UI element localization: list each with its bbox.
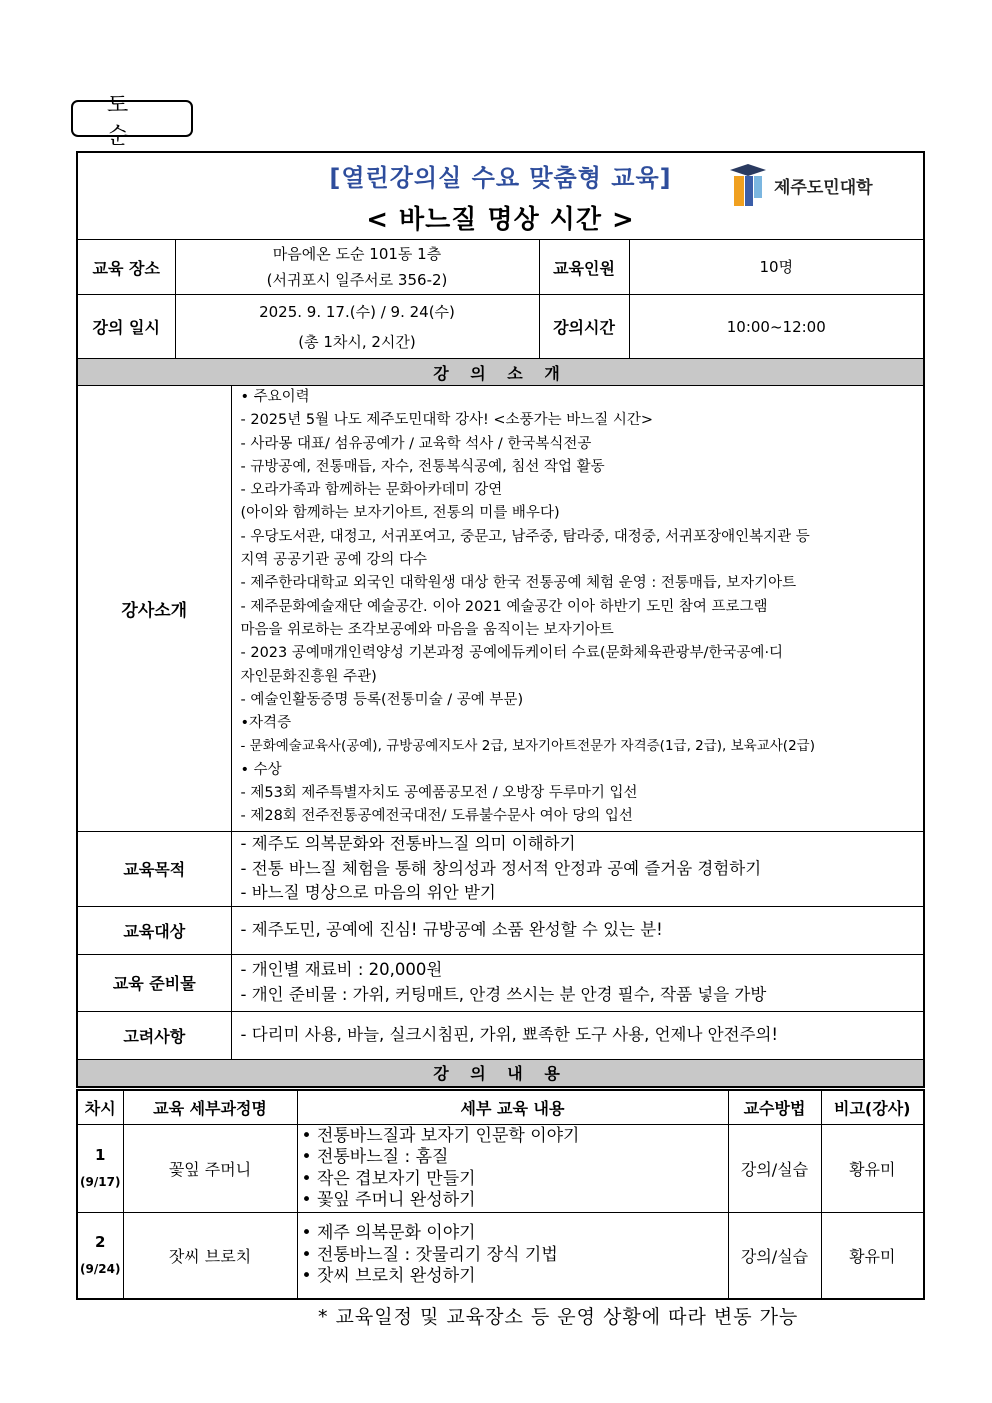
target-label: 교육대상: [77, 906, 231, 954]
instructor-line: 마음을 위로하는 조각보공예와 마음을 움직이는 보자기아트: [240, 621, 614, 638]
instructor-line: • 수상: [240, 761, 282, 778]
content-section-header: 강 의 내 용: [77, 1059, 924, 1087]
session-date: (9/17): [80, 1175, 121, 1189]
logo: [728, 162, 873, 208]
course-items: [297, 1213, 728, 1299]
capacity-value: 10명: [629, 240, 924, 295]
course-info-table: [76, 151, 925, 1088]
list-item: • 전통바느질 : 홈질: [301, 1147, 449, 1167]
logo-icon: [728, 162, 768, 208]
place-line-2: (서귀포시 일주서로 356-2): [266, 271, 448, 289]
notes-value: - 다리미 사용, 바늘, 실크시침핀, 가위, 뾰족한 도구 사용, 언제나 안전주의!: [231, 1011, 924, 1059]
instructor-line: • 주요이력: [240, 389, 310, 405]
course-name: 꽃잎 주머니: [123, 1125, 297, 1213]
place-line-1: 마음에온 도순 101동 1층: [272, 245, 442, 263]
materials-line: - 개인 준비물 : 가위, 커팅매트, 안경 쓰시는 분 안경 필수, 작품 넣을 가방: [240, 984, 767, 1004]
table-row: [77, 1213, 924, 1299]
list-item: • 잣씨 브로치 완성하기: [301, 1266, 476, 1286]
date-line-2: (총 1차시, 2시간): [298, 332, 416, 351]
region-tag: 도 순: [71, 100, 193, 137]
schedule-table: [76, 1089, 925, 1300]
date-value: [175, 295, 539, 359]
place-value: [175, 240, 539, 295]
course-title: < 바느질 명상 시간 >: [366, 205, 635, 235]
instructor-line: - 2023 공예매개인력양성 기본과정 공예에듀케이터 수료(문화체육관광부/한국공예·디: [240, 645, 784, 662]
session-date: (9/24): [80, 1261, 121, 1276]
instructor-line: - 규방공예, 전통매듭, 자수, 전통복식공예, 침선 작업 활동: [240, 458, 605, 475]
instructor-line: - 제28회 전주전통공예전국대전/ 도류불수문사 여아 당의 입선: [240, 808, 633, 825]
instructor-details: [231, 386, 924, 832]
purpose-line: - 전통 바느질 체험을 통해 창의성과 정서적 안정과 공예 즐거움 경험하기: [240, 858, 762, 878]
date-label: 강의 일시: [77, 295, 175, 359]
instructor-name: 황유미: [821, 1125, 924, 1213]
date-line-1: 2025. 9. 17.(수) / 9. 24(수): [259, 302, 455, 321]
logo-text: 제주도민대학: [774, 177, 873, 198]
session-num: 2: [95, 1232, 106, 1251]
purpose-line: - 바느질 명상으로 마음의 위안 받기: [240, 883, 496, 902]
instructor-line: (아이와 함께하는 보자기아트, 전통의 미를 배우다): [240, 505, 560, 522]
course-items: [297, 1125, 728, 1213]
capacity-label: 교육인원: [539, 240, 629, 295]
instructor-line: - 제53회 제주특별자치도 공예품공모전 / 오방장 두루마기 입선: [240, 785, 638, 802]
program-title: [열린강의실 수요 맞춤형 교육]: [329, 164, 672, 192]
instructor-line: - 오라가족과 함께하는 문화아카데미 강연: [240, 482, 503, 499]
list-item: • 전통바느질과 보자기 인문학 이야기: [301, 1125, 580, 1146]
title-block: [77, 152, 924, 240]
materials-label: 교육 준비물: [77, 954, 231, 1011]
schedule-header: 교육 세부과정명: [123, 1090, 297, 1125]
instructor-line: - 사라몽 대표/ 섬유공예가 / 교육학 석사 / 한국복식전공: [240, 435, 592, 452]
schedule-header: 세부 교육 내용: [297, 1090, 728, 1125]
time-label: 강의시간: [539, 295, 629, 359]
list-item: • 작은 겹보자기 만들기: [301, 1168, 476, 1189]
notes-label: 고려사항: [77, 1011, 231, 1059]
intro-section-header: 강 의 소 개: [77, 359, 924, 386]
instructor-label: 강사소개: [77, 386, 231, 832]
materials-details: [231, 954, 924, 1011]
instructor-line: - 제주문화예술재단 예술공간. 이아 2021 예술공간 이아 하반기 도민 참여 프로그램: [240, 598, 768, 615]
instructor-line: - 예술인활동증명 등록(전통미술 / 공예 부문): [240, 691, 524, 708]
list-item: • 전통바느질 : 잣물리기 장식 기법: [301, 1244, 558, 1265]
footnote: * 교육일정 및 교육장소 등 운영 상황에 따라 변동 가능: [318, 1306, 799, 1328]
instructor-line: - 제주한라대학교 외국인 대학원생 대상 한국 전통공예 체험 운영 : 전통매듭, 보자기아트: [240, 575, 797, 592]
session-num: 1: [95, 1146, 106, 1164]
schedule-header: 교수방법: [728, 1090, 821, 1125]
teaching-method: 강의/실습: [728, 1125, 821, 1213]
instructor-name: 황유미: [821, 1213, 924, 1299]
instructor-line: 자인문화진흥원 주관): [240, 668, 377, 685]
purpose-details: [231, 832, 924, 907]
session-number: [77, 1125, 123, 1213]
purpose-line: - 제주도 의복문화와 전통바느질 의미 이해하기: [240, 834, 576, 853]
teaching-method: 강의/실습: [728, 1213, 821, 1299]
list-item: • 꽃잎 주머니 완성하기: [301, 1190, 476, 1210]
materials-line: - 개인별 재료비 : 20,000원: [240, 960, 443, 979]
list-item: • 제주 의복문화 이야기: [301, 1223, 476, 1243]
instructor-line: - 문화예술교육사(공예), 규방공예지도사 2급, 보자기아트전문가 자격증(1급, 2급), 보육교사(2급): [240, 738, 815, 755]
time-value: 10:00~12:00: [629, 295, 924, 359]
schedule-header: 차시: [77, 1090, 123, 1125]
place-label: 교육 장소: [77, 240, 175, 295]
instructor-line: - 2025년 5월 나도 제주도민대학 강사! <소풍가는 바느질 시간>: [240, 412, 653, 429]
course-name: 잣씨 브로치: [123, 1213, 297, 1299]
instructor-line: •자격증: [240, 715, 292, 732]
purpose-label: 교육목적: [77, 832, 231, 907]
table-row: [77, 1125, 924, 1213]
instructor-line: 지역 공공기관 공예 강의 다수: [240, 552, 428, 569]
target-value: - 제주도민, 공예에 진심! 규방공예 소품 완성할 수 있는 분!: [231, 906, 924, 954]
schedule-header: 비고(강사): [821, 1090, 924, 1125]
session-number: [77, 1213, 123, 1299]
instructor-line: - 우당도서관, 대정고, 서귀포여고, 중문고, 남주중, 탐라중, 대정중, 서귀포장애인복지관 등: [240, 528, 810, 545]
